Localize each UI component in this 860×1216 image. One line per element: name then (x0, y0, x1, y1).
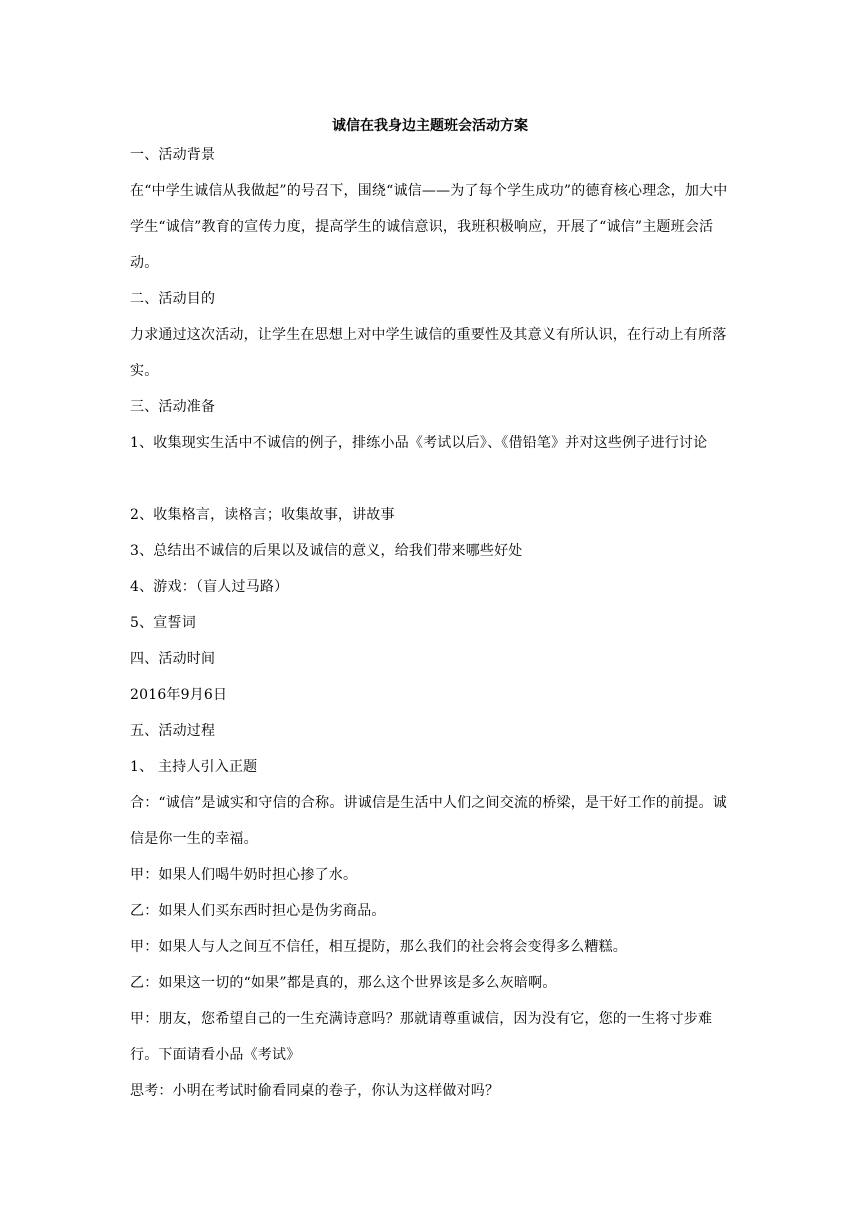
dialogue-line: 甲：朋友，您希望自己的一生充满诗意吗？那就请尊重诚信，因为没有它，您的一生将寸步难行。下面请看小品《考试》 (130, 1011, 713, 1063)
heading-purpose: 二、活动目的 (130, 291, 216, 307)
dialogue-line: 甲：如果人与人之间互不信任，相互提防，那么我们的社会将会变得多么糟糕。 (130, 939, 627, 955)
paragraph-purpose: 力求通过这次活动，让学生在思想上对中学生诚信的重要性及其意义有所认识，在行动上有所落实。 (130, 327, 727, 379)
list-item: 5、宣誓词 (130, 615, 196, 631)
dialogue-line: 甲：如果人们喝牛奶时担心掺了水。 (130, 867, 358, 883)
discussion-question: 思考：小明在考试时偷看同桌的卷子，你认为这样做对吗？ (130, 1083, 500, 1099)
dialogue-line: 合：“诚信”是诚实和守信的合称。讲诚信是生活中人们之间交流的桥梁，是干好工作的前提。诚信是你一生的幸福。 (130, 795, 727, 847)
list-item: 4、游戏：（盲人过马路） (130, 579, 289, 595)
heading-process: 五、活动过程 (130, 723, 216, 739)
dialogue-line: 乙：如果这一切的“如果”都是真的，那么这个世界该是多么灰暗啊。 (130, 975, 557, 991)
heading-time: 四、活动时间 (130, 651, 216, 667)
heading-background: 一、活动背景 (130, 147, 216, 163)
heading-preparation: 三、活动准备 (130, 399, 216, 415)
list-item: 1、收集现实生活中不诚信的例子，排练小品《考试以后》、《借铅笔》并对这些例子进行讨论 (130, 435, 708, 451)
activity-date: 2016年9月6日 (130, 687, 228, 703)
document-title: 诚信在我身边主题班会活动方案 (332, 118, 528, 134)
dialogue-line: 乙：如果人们买东西时担心是伪劣商品。 (130, 903, 386, 919)
list-item: 1、 主持人引入正题 (130, 759, 258, 775)
list-item: 2、收集格言，读格言；收集故事，讲故事 (130, 507, 395, 523)
list-item: 3、总结出不诚信的后果以及诚信的意义，给我们带来哪些好处 (130, 543, 523, 559)
paragraph-background: 在“中学生诚信从我做起”的号召下，围绕“诚信——为了每个学生成功”的德育核心理念，加大中学生“诚信”教育的宣传力度，提高学生的诚信意识，我班积极响应，开展了“诚信”主题班会活动。 (130, 183, 728, 271)
